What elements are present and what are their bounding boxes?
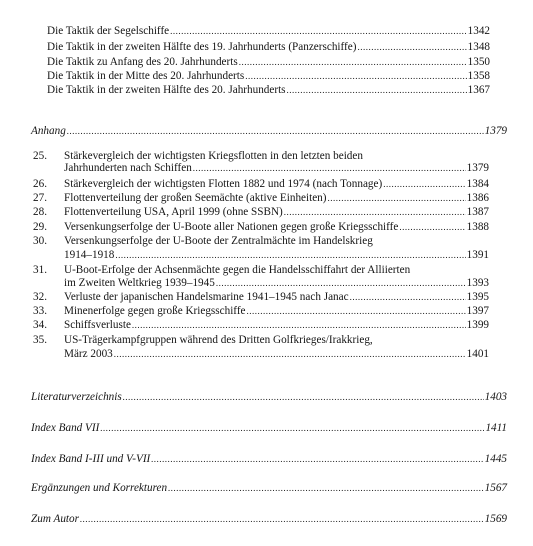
- toc-section-anhang: [31, 125, 507, 138]
- toc-item-page: 1384: [466, 178, 489, 190]
- toc-item-number: 28.: [33, 206, 47, 218]
- toc-item-number: 34.: [33, 319, 47, 331]
- toc-item-title-line: März 2003: [64, 348, 113, 360]
- toc-item-title: Stärkevergleich der wichtigsten Flotten 1882 und 1974 (nach Tonnage): [64, 178, 383, 190]
- toc-entry-title: Die Taktik der Segelschiffe: [47, 25, 170, 37]
- toc-item-page: 1379: [466, 162, 489, 174]
- toc-entry-page: 1367: [467, 84, 490, 96]
- toc-item-page: 1399: [466, 319, 489, 331]
- toc-entry-title: Die Taktik in der Mitte des 20. Jahrhunderts: [47, 70, 245, 82]
- toc-entry-title: Die Taktik in der zweiten Hälfte des 19. Jahrhunderts (Panzerschiffe): [47, 41, 357, 53]
- toc-section-title: Index Band VII: [31, 422, 100, 434]
- toc-item-number: 29.: [33, 221, 47, 233]
- toc-entry-tactics-3: [47, 56, 490, 69]
- toc-item-title-line: Stärkevergleich der wichtigsten Kriegsflotten in den letzten beiden: [64, 150, 363, 162]
- toc-item-number: 26.: [33, 178, 47, 190]
- toc-section-page: 1569: [484, 513, 507, 525]
- toc-item-title: Versenkungserfolge der U-Boote aller Nationen gegen große Kriegsschiffe: [64, 221, 399, 233]
- toc-section-title: Index Band I-III und V-VII: [31, 453, 151, 465]
- toc-item-page: 1387: [466, 206, 489, 218]
- toc-entry-page: 1358: [467, 70, 490, 82]
- toc-entry-tactics-5: [47, 84, 490, 97]
- toc-section-title: Zum Autor: [31, 513, 79, 525]
- toc-section-index-band-i-vii: [31, 453, 507, 466]
- toc-section-title: Anhang: [31, 125, 66, 137]
- toc-item-title-line: im Zweiten Weltkrieg 1939–1945: [64, 277, 215, 289]
- toc-item-title-line: U-Boot-Erfolge der Achsenmächte gegen die Handelsschiffahrt der Alliierten: [64, 264, 411, 276]
- toc-entry-title: Die Taktik zu Anfang des 20. Jahrhunderts: [47, 56, 238, 68]
- toc-entry-page: 1350: [467, 56, 490, 68]
- toc-item-page: 1391: [466, 249, 489, 261]
- toc-item-number: 30.: [33, 235, 47, 247]
- toc-section-index-band-vii: [31, 422, 507, 435]
- toc-item-title: Minenerfolge gegen große Kriegsschiffe: [64, 305, 246, 317]
- toc-entry-title: Die Taktik in der zweiten Hälfte des 20. Jahrhunderts: [47, 84, 286, 96]
- toc-section-literaturverzeichnis: [31, 391, 507, 404]
- toc-entry-tactics-1: [47, 25, 490, 38]
- toc-item-page: 1393: [466, 277, 489, 289]
- toc-item-page: 1386: [466, 192, 489, 204]
- toc-entry-tactics-2: [47, 41, 490, 54]
- toc-item-title-line: 1914–1918: [64, 249, 115, 261]
- toc-item-number: 32.: [33, 291, 47, 303]
- toc-entry-page: 1348: [467, 41, 490, 53]
- toc-item-title-line: Versenkungserfolge der U-Boote der Zentralmächte im Handelskrieg: [64, 235, 373, 247]
- toc-item-title-line: US-Trägerkampfgruppen während des Dritten Golfkrieges/Irakkrieg,: [64, 334, 373, 346]
- toc-item-title: Schiffsverluste: [64, 319, 131, 331]
- toc-item-number: 35.: [33, 334, 47, 346]
- toc-item-title: Verluste der japanischen Handelsmarine 1941–1945 nach Janac: [64, 291, 349, 303]
- toc-section-page: 1445: [484, 453, 507, 465]
- toc-item-number: 27.: [33, 192, 47, 204]
- toc-entry-tactics-4: [47, 70, 490, 83]
- toc-item-number: 31.: [33, 264, 47, 276]
- toc-entry-page: 1342: [467, 25, 490, 37]
- toc-item-page: 1397: [466, 305, 489, 317]
- toc-section-title: Literaturverzeichnis: [31, 391, 122, 403]
- toc-section-zum-autor: [31, 513, 507, 526]
- toc-item-title-line: Jahrhunderten nach Schiffen: [64, 162, 192, 174]
- toc-section-page: 1567: [484, 482, 507, 494]
- toc-item-number: 25.: [33, 150, 47, 162]
- toc-item-page: 1388: [466, 221, 489, 233]
- toc-item-page: 1395: [466, 291, 489, 303]
- toc-section-title: Ergänzungen und Korrekturen: [31, 482, 168, 494]
- toc-item-page: 1401: [466, 348, 489, 360]
- toc-item-number: 33.: [33, 305, 47, 317]
- toc-section-page: 1411: [485, 422, 507, 434]
- toc-section-page: 1379: [484, 125, 507, 137]
- toc-item-title: Flottenverteilung der großen Seemächte (aktive Einheiten): [64, 192, 327, 204]
- toc-section-page: 1403: [484, 391, 507, 403]
- toc-section-ergaenzungen: [31, 482, 507, 495]
- toc-item-title: Flottenverteilung USA, April 1999 (ohne SSBN): [64, 206, 283, 218]
